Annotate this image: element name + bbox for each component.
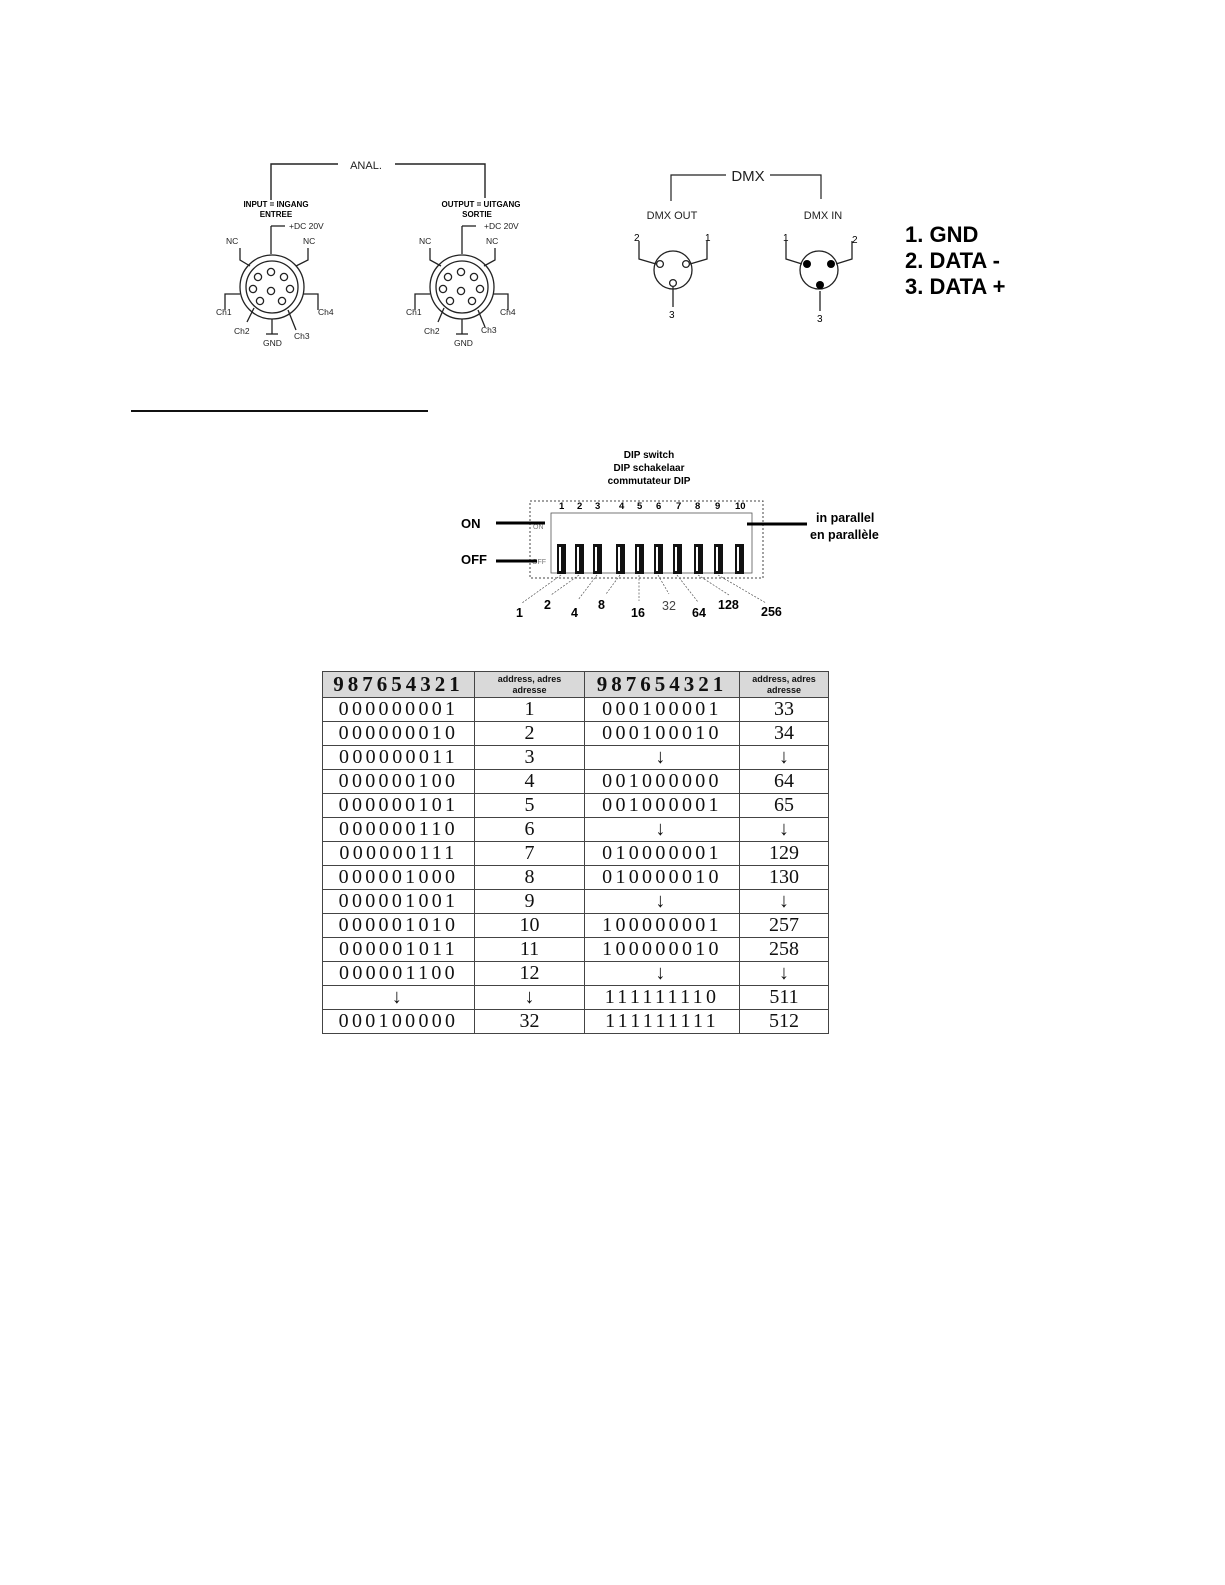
dip-num-7: 7 xyxy=(676,501,682,512)
dip-weight-8: 8 xyxy=(598,598,605,612)
dip-title-fr: commutateur DIP xyxy=(607,476,691,487)
pin-legend-gnd: 1. GND xyxy=(905,222,979,247)
table-row xyxy=(323,866,829,890)
dmx-connectors-diagram xyxy=(620,155,880,345)
cell-address-right: ↓ xyxy=(740,818,829,842)
cell-bits-right: 001000000 xyxy=(585,770,740,794)
table-row xyxy=(323,890,829,914)
output-gnd: GND xyxy=(454,338,473,348)
cell-bits-left: 000000111 xyxy=(323,842,475,866)
cell-address-right: 33 xyxy=(740,698,829,722)
cell-address-right: 34 xyxy=(740,722,829,746)
dip-on-small: ON xyxy=(533,524,544,531)
cell-address-left: ↓ xyxy=(475,986,585,1010)
table-row xyxy=(323,818,829,842)
cell-address-left: 6 xyxy=(475,818,585,842)
cell-bits-left: 000000010 xyxy=(323,722,475,746)
dip-num-8: 8 xyxy=(695,501,701,512)
cell-bits-right: ↓ xyxy=(585,890,740,914)
input-ch3: Ch3 xyxy=(294,331,310,341)
cell-address-right: ↓ xyxy=(740,962,829,986)
cell-address-left: 5 xyxy=(475,794,585,818)
header-address-line2: adresse xyxy=(766,684,802,695)
dip-weight-32: 32 xyxy=(662,599,676,613)
dip-off-small: OFF xyxy=(532,559,546,566)
cell-bits-left: ↓ xyxy=(323,986,475,1010)
dmx-in-pin2: 2 xyxy=(852,235,858,246)
table-row xyxy=(323,1010,829,1034)
table-row xyxy=(323,722,829,746)
anal-label: ANAL. xyxy=(350,160,382,172)
cell-address-left: 10 xyxy=(475,914,585,938)
dip-lever-6 xyxy=(654,544,663,574)
cell-address-left: 9 xyxy=(475,890,585,914)
dip-weight-256: 256 xyxy=(761,605,782,619)
dip-num-3: 3 xyxy=(595,501,601,512)
cell-bits-left: 000001001 xyxy=(323,890,475,914)
input-ch1: Ch1 xyxy=(216,307,232,317)
input-title: INPUT = INGANG xyxy=(243,200,309,209)
dmx-out-pin3: 3 xyxy=(669,310,675,321)
cell-address-left: 11 xyxy=(475,938,585,962)
cell-address-left: 1 xyxy=(475,698,585,722)
dip-num-6: 6 xyxy=(656,501,662,512)
cell-address-right: ↓ xyxy=(740,746,829,770)
dip-lever-9 xyxy=(714,544,723,574)
dip-weight-4: 4 xyxy=(571,606,578,620)
dmx-in-pin1: 1 xyxy=(783,233,789,244)
cell-address-right: 129 xyxy=(740,842,829,866)
dmx-out-pin1: 1 xyxy=(705,233,711,244)
dip-title-en: DIP switch xyxy=(623,450,675,461)
table-row xyxy=(323,746,829,770)
section-divider xyxy=(131,410,428,412)
dmx-out-label: DMX OUT xyxy=(646,210,698,222)
dip-lever-4 xyxy=(616,544,625,574)
cell-bits-left: 000001011 xyxy=(323,938,475,962)
cell-bits-right: 001000001 xyxy=(585,794,740,818)
cell-address-right: ↓ xyxy=(740,890,829,914)
dmx-label: DMX xyxy=(731,168,765,185)
dip-lever-7 xyxy=(673,544,682,574)
cell-address-left: 3 xyxy=(475,746,585,770)
dip-title-nl: DIP schakelaar xyxy=(613,463,685,474)
input-subtitle: ENTREE xyxy=(259,210,293,219)
dip-weight-64: 64 xyxy=(692,606,706,620)
dip-num-10: 10 xyxy=(735,501,746,512)
dip-weight-1: 1 xyxy=(516,606,523,620)
cell-address-left: 8 xyxy=(475,866,585,890)
table-row xyxy=(323,770,829,794)
cell-address-right: 130 xyxy=(740,866,829,890)
table-row xyxy=(323,962,829,986)
input-dc-label: +DC 20V xyxy=(289,221,324,231)
output-ch3: Ch3 xyxy=(481,325,497,335)
analog-connectors-diagram xyxy=(190,150,560,355)
header-address-line1: address, adres xyxy=(497,673,562,684)
cell-address-right: 258 xyxy=(740,938,829,962)
cell-bits-left: 000000011 xyxy=(323,746,475,770)
cell-bits-right: ↓ xyxy=(585,962,740,986)
cell-bits-left: 000000001 xyxy=(323,698,475,722)
dip-weight-2: 2 xyxy=(544,598,551,612)
output-nc-right: NC xyxy=(486,236,499,246)
header-address-line2: adresse xyxy=(512,684,547,695)
output-ch1: Ch1 xyxy=(406,307,422,317)
pin-legend-data-plus: 3. DATA + xyxy=(905,274,1006,299)
dip-num-2: 2 xyxy=(577,501,583,512)
cell-bits-right: ↓ xyxy=(585,746,740,770)
header-address-left xyxy=(475,672,585,698)
dmx-in-plug xyxy=(786,241,852,311)
cell-bits-right: 000100010 xyxy=(585,722,740,746)
dip-lever-5 xyxy=(635,544,644,574)
cell-bits-right: 111111111 xyxy=(585,1010,740,1034)
table-row xyxy=(323,698,829,722)
dmx-in-pin3: 3 xyxy=(817,314,823,325)
dmx-out-pin2: 2 xyxy=(634,233,640,244)
header-bits-left: 987654321 xyxy=(323,672,475,698)
cell-bits-right: 100000001 xyxy=(585,914,740,938)
output-title: OUTPUT = UITGANG xyxy=(441,200,521,209)
cell-address-right: 65 xyxy=(740,794,829,818)
table-row xyxy=(323,842,829,866)
output-subtitle: SORTIE xyxy=(462,210,492,219)
dmx-in-label: DMX IN xyxy=(803,210,843,222)
cell-bits-right: 010000010 xyxy=(585,866,740,890)
cell-bits-left: 000001100 xyxy=(323,962,475,986)
cell-bits-right: 111111110 xyxy=(585,986,740,1010)
cell-bits-left: 000000110 xyxy=(323,818,475,842)
pin-legend-data-minus: 2. DATA - xyxy=(905,248,1000,273)
dip-weight-16: 16 xyxy=(631,606,645,620)
dip-switch-diagram xyxy=(450,445,910,625)
cell-bits-left: 000000100 xyxy=(323,770,475,794)
dip-lever-2 xyxy=(575,544,584,574)
cell-address-right: 257 xyxy=(740,914,829,938)
dip-lever-10 xyxy=(735,544,744,574)
table-row xyxy=(323,938,829,962)
table-row xyxy=(323,914,829,938)
table-row xyxy=(323,986,829,1010)
cell-address-left: 32 xyxy=(475,1010,585,1034)
cell-bits-left: 000001000 xyxy=(323,866,475,890)
cell-bits-right: 000100001 xyxy=(585,698,740,722)
table-row xyxy=(323,794,829,818)
dip-lever-highlights xyxy=(559,547,739,571)
cell-address-right: 512 xyxy=(740,1010,829,1034)
output-nc-left: NC xyxy=(419,236,432,246)
cell-address-right: 511 xyxy=(740,986,829,1010)
dip-lever-3 xyxy=(593,544,602,574)
dip-num-9: 9 xyxy=(715,501,721,512)
input-ch4: Ch4 xyxy=(318,307,334,317)
input-nc-left: NC xyxy=(226,236,239,246)
input-gnd: GND xyxy=(263,338,282,348)
dmx-pin-legend xyxy=(905,222,1005,300)
dip-num-5: 5 xyxy=(637,501,643,512)
dip-on-label: ON xyxy=(461,516,481,531)
cell-address-left: 12 xyxy=(475,962,585,986)
dip-switch-numbers xyxy=(559,501,746,512)
dip-parallel-en: in parallel xyxy=(816,511,875,525)
dip-num-1: 1 xyxy=(559,501,565,512)
dmx-out-socket xyxy=(639,241,707,307)
header-address-line1: address, adres xyxy=(752,673,816,684)
dip-off-label: OFF xyxy=(461,552,487,567)
cell-address-left: 4 xyxy=(475,770,585,794)
dip-lever-1 xyxy=(557,544,566,574)
cell-bits-right: 010000001 xyxy=(585,842,740,866)
dmx-address-table xyxy=(322,671,829,1034)
cell-bits-right: 100000010 xyxy=(585,938,740,962)
cell-bits-left: 000100000 xyxy=(323,1010,475,1034)
dip-levers xyxy=(557,544,744,574)
output-ch4: Ch4 xyxy=(500,307,516,317)
cell-bits-right: ↓ xyxy=(585,818,740,842)
cell-bits-left: 000001010 xyxy=(323,914,475,938)
input-nc-right: NC xyxy=(303,236,316,246)
cell-address-left: 7 xyxy=(475,842,585,866)
table-header-row xyxy=(323,672,829,698)
dip-num-4: 4 xyxy=(619,501,625,512)
cell-address-right: 64 xyxy=(740,770,829,794)
output-ch2: Ch2 xyxy=(424,326,440,336)
dip-weight-128: 128 xyxy=(718,598,739,612)
cell-address-left: 2 xyxy=(475,722,585,746)
header-address-right xyxy=(740,672,829,698)
dip-lever-8 xyxy=(694,544,703,574)
dip-parallel-fr: en parallèle xyxy=(810,528,879,542)
cell-bits-left: 000000101 xyxy=(323,794,475,818)
header-bits-right: 987654321 xyxy=(585,672,740,698)
output-dc-label: +DC 20V xyxy=(484,221,519,231)
table-body xyxy=(323,698,829,1034)
input-ch2: Ch2 xyxy=(234,326,250,336)
dip-weights xyxy=(516,598,782,620)
